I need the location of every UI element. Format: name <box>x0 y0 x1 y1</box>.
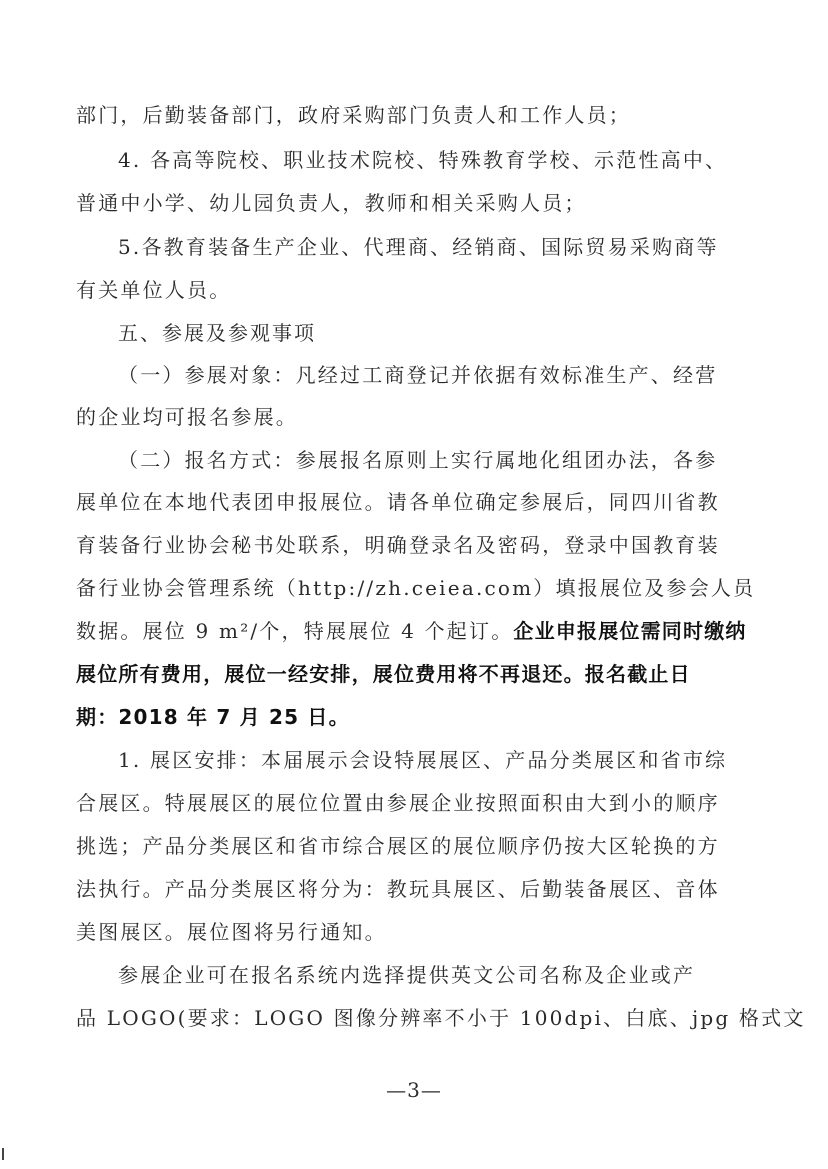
paragraph-registration: （二）报名方式：参展报名原则上实行属地化组团办法，各参 <box>118 448 718 472</box>
paragraph-participants: （一）参展对象：凡经过工商登记并依据有效标准生产、经营 <box>118 363 718 387</box>
text-line: 挑选；产品分类展区和省市综合展区的展位顺序仍按大区轮换的方 <box>76 834 720 858</box>
scan-edge-mark <box>2 1148 4 1160</box>
text-line: 品 LOGO(要求：LOGO 图像分辨率不小于 100dpi、白底、jpg 格式文 <box>76 1006 806 1030</box>
text-line: 数据。展位 9 m²/个，特展展位 4 个起订。 <box>76 619 514 643</box>
text-line: 美图展区。展位图将另行通知。 <box>76 920 387 944</box>
text-line-mixed <box>76 619 747 643</box>
text-line: 有关单位人员。 <box>76 278 232 302</box>
list-item-5: 5.各教育装备生产企业、代理商、经销商、国际贸易采购商等 <box>118 235 719 259</box>
text-line: 合展区。特展展区的展位位置由参展企业按照面积由大到小的顺序 <box>76 791 720 815</box>
text-line: 展单位在本地代表团申报展位。请各单位确定参展后，同四川省教 <box>76 490 720 514</box>
text-line: 的企业均可报名参展。 <box>76 405 298 429</box>
text-line: 法执行。产品分类展区将分为：教玩具展区、后勤装备展区、音体 <box>76 877 720 901</box>
text-line: 育装备行业协会秘书处联系，明确登录名及密码，登录中国教育装 <box>76 533 720 557</box>
paragraph-logo: 参展企业可在报名系统内选择提供英文公司名称及企业或产 <box>118 963 696 987</box>
section-heading: 五、参展及参观事项 <box>118 321 316 345</box>
text-line: 备行业协会管理系统（http://zh.ceiea.com）填报展位及参会人员 <box>76 576 756 600</box>
bold-notice: 展位所有费用，展位一经安排，展位费用将不再退还。报名截止日 <box>76 662 691 686</box>
text-line: 普通中小学、幼儿园负责人，教师和相关采购人员； <box>76 191 587 215</box>
text-line: 部门，后勤装备部门，政府采购部门负责人和工作人员； <box>76 103 631 127</box>
page-number: —3— <box>386 1078 442 1102</box>
deadline-text: 期：2018 年 7 月 25 日。 <box>76 705 350 729</box>
paragraph-layout: 1. 展区安排：本届展示会设特展展区、产品分类展区和省市综 <box>118 748 728 772</box>
list-item-4: 4. 各高等院校、职业技术院校、特殊教育学校、示范性高中、 <box>118 148 728 172</box>
bold-notice: 企业申报展位需同时缴纳 <box>513 619 747 643</box>
